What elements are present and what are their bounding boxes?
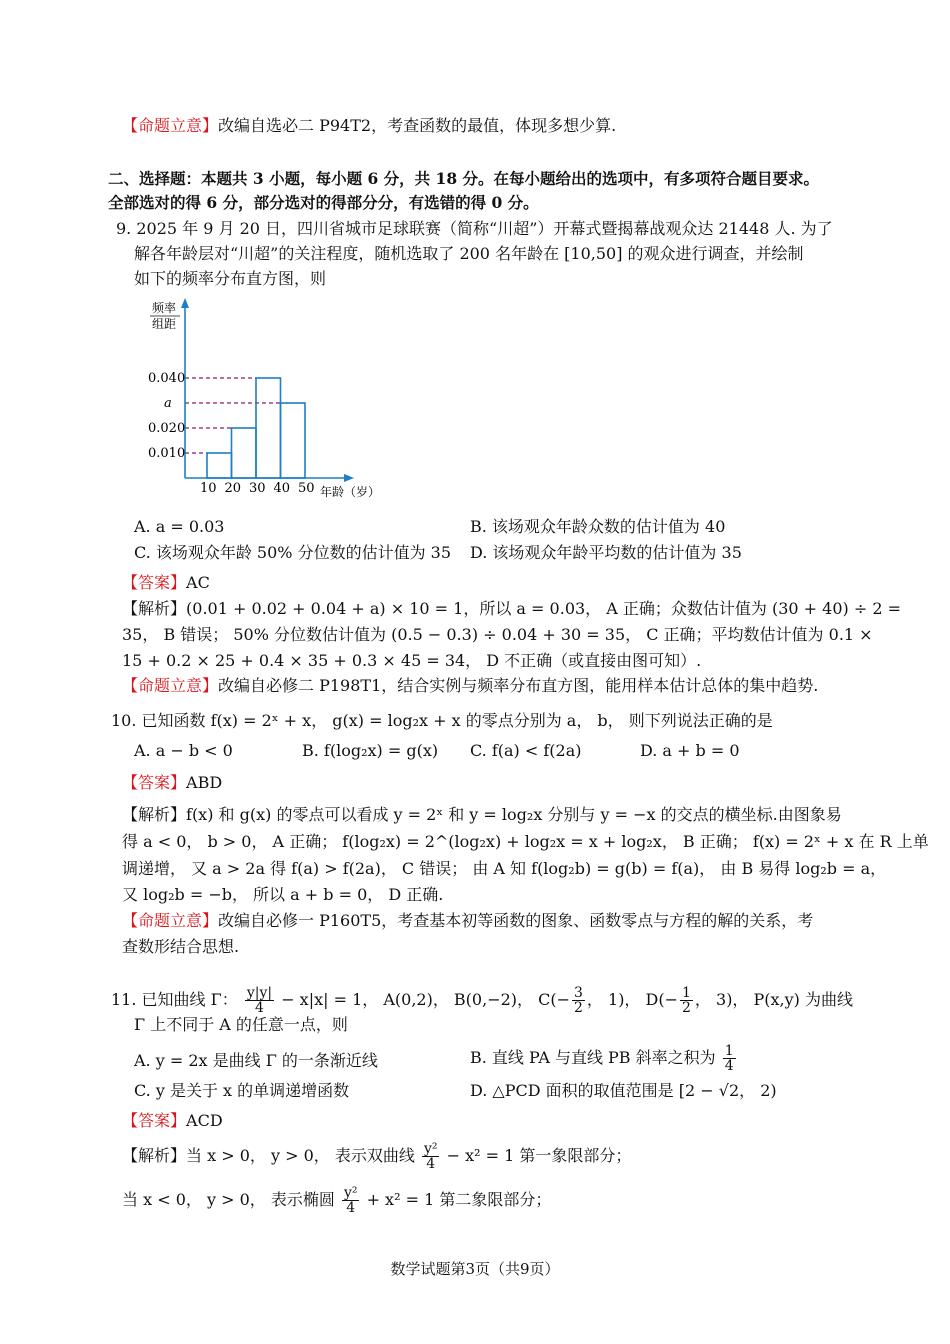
section-header-line1: 二、选择题：本题共 3 小题，每小题 6 分，共 18 分。在每小题给出的选项中，有多项符合题目要求。 [108, 169, 820, 188]
answer-label: 【答案】 [122, 773, 187, 792]
x-tick-label: 50 [298, 481, 315, 496]
q10-analysis-line1 [122, 804, 842, 826]
frac-den: 4 [255, 1000, 264, 1016]
histogram-bar [256, 378, 281, 478]
x-tick-label: 40 [273, 481, 291, 496]
q11-fraction [245, 986, 274, 1015]
q11-option-a: A. y = 2x 是曲线 Γ 的一条渐近线 [134, 1051, 378, 1070]
q10-answer [122, 772, 222, 794]
frac-den: 2 [574, 1000, 583, 1016]
q11-stem-line1 [111, 982, 853, 1018]
q9-stem-line2: 解各年龄层对“川超”的关注程度，随机选取了 200 名年龄在 [10,50] 的观众进行调查，并绘制 [134, 244, 804, 263]
x-tick-label: 20 [224, 481, 242, 496]
d-fraction [680, 986, 693, 1015]
q10-option-a: A. a − b < 0 [134, 741, 233, 760]
q11-answer [122, 1110, 223, 1132]
intent-label: 【命题立意】 [122, 911, 219, 930]
y-label-top: 频率 [152, 301, 177, 315]
section-header-line2: 全部选对的得 6 分，部分选对的得部分分，有选错的得 0 分。 [108, 193, 539, 212]
q11-analysis1-a: 当 x > 0， y > 0， 表示双曲线 [186, 1146, 415, 1165]
y-tick-label: 0.040 [148, 371, 186, 386]
q10-analysis-line3: 调递增， 又 a > 2a 得 f(a) > f(2a)， C 错误； 由 A 知 f(log₂b) = g(b) = f(a)， 由 B 易得 log₂b = a， [122, 859, 887, 878]
c-fraction [572, 986, 585, 1015]
q10-option-b: B. f(log₂x) = g(x) [302, 741, 439, 760]
frac-num: y² [423, 1141, 438, 1157]
q9-analysis-line1 [122, 598, 901, 620]
q10-intent-text: 改编自必修一 P160T5，考查基本初等函数的图象、函数零点与方程的解的关系，考 [218, 911, 814, 930]
q9-option-a: A. a = 0.03 [134, 517, 225, 536]
frequency-histogram [140, 296, 400, 506]
q9-answer [122, 572, 210, 594]
q11-option-c: C. y 是关于 x 的单调递增函数 [134, 1081, 350, 1100]
q10-intent-line2: 查数形结合思想. [122, 937, 240, 956]
frac-num: 1 [724, 1043, 734, 1059]
frac-num: y² [343, 1185, 358, 1201]
x-axis-label: 年龄（岁） [320, 485, 381, 499]
q10-analysis-text: f(x) 和 g(x) 的零点可以看成 y = 2ˣ 和 y = log₂x 分别与 y = −x 的交点的横坐标.由图象易 [186, 805, 842, 824]
frac-den: 2 [682, 1000, 691, 1016]
q9-option-d: D. 该场观众年龄平均数的估计值为 35 [470, 543, 742, 562]
q10-intent [122, 910, 813, 932]
q9-stem-line3: 如下的频率分布直方图，则 [134, 269, 327, 288]
frac-den: 4 [724, 1058, 734, 1074]
q10-stem: 10. 已知函数 f(x) = 2ˣ + x， g(x) = log₂x + x 的零点分别为 a， b， 则下列说法正确的是 [111, 711, 773, 730]
q10-option-c: C. f(a) < f(2a) [470, 741, 582, 760]
histogram-bar [281, 403, 306, 478]
histogram-bar [232, 428, 257, 478]
intent-text: 改编自选必二 P94T2，考查函数的最值，体现多想少算. [218, 116, 617, 135]
q9-answer-value: AC [186, 573, 210, 592]
q11-analysis2-b: + x² = 1 第二象限部分； [366, 1190, 552, 1209]
q9-option-c: C. 该场观众年龄 50% 分位数的估计值为 35 [134, 543, 452, 562]
answer-label: 【答案】 [122, 573, 187, 592]
frac-num: 3 [574, 985, 583, 1001]
x-axis-arrow [344, 474, 354, 482]
hyperbola-fraction [422, 1142, 440, 1171]
y-tick-label: 0.010 [148, 446, 186, 461]
y-label-bottom: 组距 [152, 317, 177, 331]
q10-analysis-line2: 得 a < 0， b > 0， A 正确； f(log₂x) = 2^(log₂x) + log₂x = x + log₂x， B 正确； f(x) = 2ˣ + x 在 R 上单 [122, 832, 929, 851]
q9-analysis-line2: 35， B 错误； 50% 分位数估计值为 (0.5 − 0.3) ÷ 0.04 + 30 = 35， C 正确；平均数估计值为 0.1 × [122, 625, 873, 644]
q9-intent [122, 675, 818, 697]
frac-den: 4 [426, 1156, 436, 1172]
q11-stem-c: ， 1)， D(− [586, 990, 678, 1009]
q10-answer-value: ABD [186, 773, 223, 792]
y-tick-label: 0.020 [148, 421, 186, 436]
q11-answer-value: ACD [186, 1111, 223, 1130]
q11-option-d: D. △PCD 面积的取值范围是 [2 − √2， 2) [470, 1081, 777, 1100]
q11-analysis-line1 [122, 1138, 631, 1174]
q11-analysis1-b: − x² = 1 第一象限部分； [446, 1146, 632, 1165]
analysis-label: 【解析】 [122, 599, 187, 618]
q8-intent [122, 115, 616, 137]
q11-analysis2-a: 当 x < 0， y > 0， 表示椭圆 [122, 1190, 335, 1209]
q11-stem-b: − x|x| = 1， A(0,2)， B(0,−2)， C(− [281, 990, 570, 1009]
b-fraction [723, 1044, 736, 1073]
q10-option-d: D. a + b = 0 [640, 741, 740, 760]
q11-stem-d: ， 3)， P(x,y) 为曲线 [694, 990, 854, 1009]
x-tick-label: 30 [249, 481, 266, 496]
q9-analysis-text: (0.01 + 0.02 + 0.04 + a) × 10 = 1，所以 a = 0.03， A 正确；众数估计值为 (30 + 40) ÷ 2 = [186, 599, 902, 618]
q9-option-b: B. 该场观众年龄众数的估计值为 40 [470, 517, 726, 536]
frac-num: y|y| [246, 985, 273, 1001]
y-tick-label: a [164, 396, 172, 411]
histogram-bar [207, 453, 232, 478]
answer-label: 【答案】 [122, 1111, 187, 1130]
analysis-label: 【解析】 [122, 1146, 187, 1165]
q11-analysis-line2 [122, 1182, 551, 1218]
q11-stem-line2: Γ 上不同于 A 的任意一点，则 [134, 1015, 348, 1034]
q9-stem-line1: 9. 2025 年 9 月 20 日，四川省城市足球联赛（简称“川超”）开幕式暨揭幕战观众达 21448 人. 为了 [116, 219, 833, 238]
analysis-label: 【解析】 [122, 805, 187, 824]
ellipse-fraction [342, 1186, 360, 1215]
frac-num: 1 [682, 985, 691, 1001]
intent-label: 【命题立意】 [122, 116, 219, 135]
page-footer: 数学试题第3页（共9页） [390, 1260, 560, 1278]
frac-den: 4 [346, 1200, 356, 1216]
intent-label: 【命题立意】 [122, 676, 219, 695]
q10-analysis-line4: 又 log₂b = −b， 所以 a + b = 0， D 正确. [122, 885, 444, 904]
q11-stem-a: 11. 已知曲线 Γ： [111, 990, 238, 1009]
q11-option-b [470, 1040, 738, 1076]
q9-analysis-line3: 15 + 0.2 × 25 + 0.4 × 35 + 0.3 × 45 = 34， D 不正确（或直接由图可知）. [122, 651, 702, 670]
x-tick-label: 10 [200, 481, 217, 496]
q9-intent-text: 改编自必修二 P198T1，结合实例与频率分布直方图，能用样本估计总体的集中趋势. [218, 676, 819, 695]
y-axis-arrow [181, 298, 189, 308]
q11-option-b-text: B. 直线 PA 与直线 PB 斜率之积为 [470, 1048, 716, 1067]
